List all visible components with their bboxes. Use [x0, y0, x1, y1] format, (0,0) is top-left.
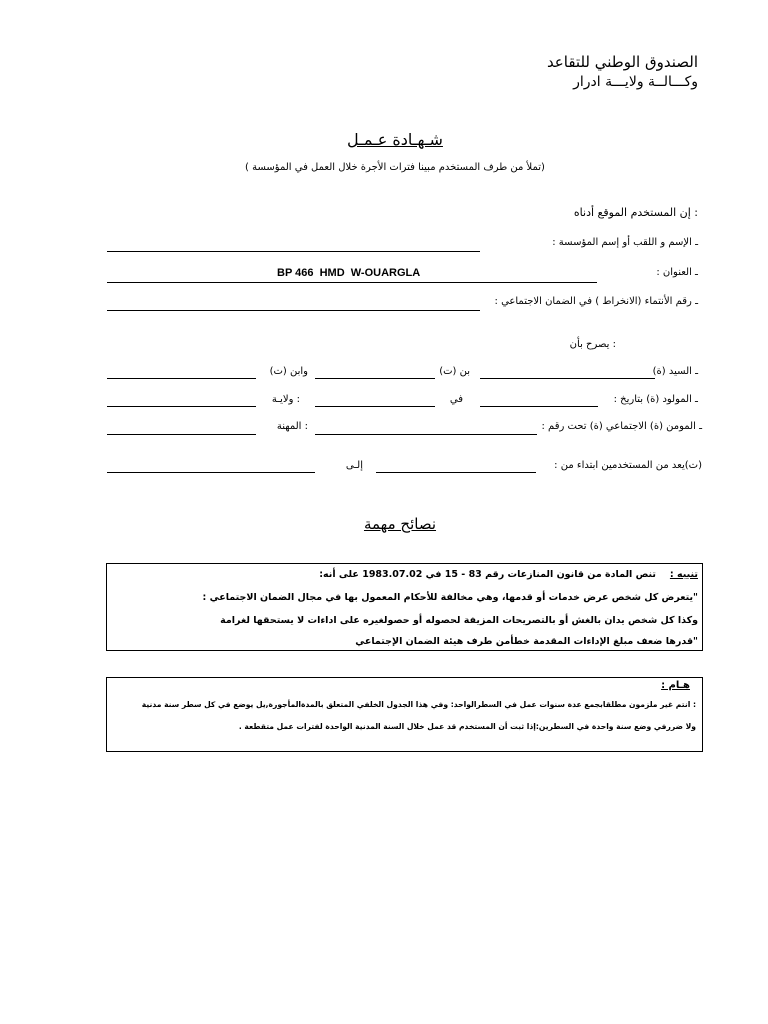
- born-date-field[interactable]: [480, 406, 598, 407]
- intro-text: : إن المستخدم الموقع أدناه: [573, 206, 698, 219]
- employed-to-field[interactable]: [107, 472, 315, 473]
- and-son-field[interactable]: [107, 378, 256, 379]
- employed-from-field[interactable]: [376, 472, 536, 473]
- insured-number-field[interactable]: [315, 434, 537, 435]
- insured-label: ـ المومن (ة) الاجتماعي (ة) تحت رقم :: [541, 421, 702, 432]
- agency-name: وكـــالــة ولايـــة ادرار: [573, 74, 698, 90]
- important-line-1: : انتم غير ملزمون مطلقابجمع عدة سنوات عمل في السطرالواحد: وفي هذا الجدول الخلفي المتعلق بالمدةالمأجورة,يل يوضع في كل سطر سنة مدنية: [141, 700, 696, 709]
- warning-line-4: "قدرها ضعف مبلغ الإداءات المقدمة خطأمن طرف هيئة الضمان الإجتماعي: [355, 636, 698, 647]
- wilaya-field[interactable]: [107, 406, 256, 407]
- name-label: ـ الإسم و اللقب أو إسم المؤسسة :: [552, 237, 698, 248]
- important-tag: هـام :: [661, 680, 690, 691]
- son-of-label: بن (ت): [439, 366, 470, 377]
- social-security-field[interactable]: [107, 310, 480, 311]
- address-label: ـ العنوان :: [656, 267, 698, 278]
- warning-line-3: وكذا كل شخص يدان بالغش أو بالتصريحات المزيفة لحصوله أو حصولغيره على اداءات لا يستحقها لغرامة: [220, 615, 698, 626]
- declares-label: : يصرح بأن: [569, 339, 616, 350]
- warning-tag: تنبيه :: [669, 569, 698, 580]
- profession-field[interactable]: [107, 434, 256, 435]
- advice-title: [0, 515, 768, 533]
- profession-label: : المهنة: [276, 421, 308, 432]
- org-name: الصندوق الوطني للتقاعد: [546, 53, 698, 71]
- address-value: BP 466 HMD W-OUARGLA: [277, 267, 421, 279]
- social-security-label: ـ رقم الأنتماء (الانخراط ) في الضمان الاجتماعي :: [494, 296, 698, 307]
- document-title-text: شـهـادة عـمـل: [347, 130, 443, 149]
- advice-title-text: نصائح مهمة: [363, 515, 437, 533]
- address-field[interactable]: [107, 282, 597, 283]
- birthplace-field[interactable]: [315, 406, 435, 407]
- wilaya-label: : ولايـة: [271, 394, 300, 405]
- important-box: [106, 677, 703, 752]
- document-subtitle: (تملأ من طرف المستخدم مبينا فترات الأجرة خلال العمل في المؤسسة ): [245, 162, 545, 173]
- son-of-field[interactable]: [315, 378, 435, 379]
- to-label: إلـى: [345, 460, 363, 471]
- important-line-2: ولا ضررفي وضع سنة واحدة في السطرين:إذا ثبت أن المستخدم قد عمل خلال السنة المدنية الواحدة لفترات عمل متقطعة .: [238, 722, 696, 731]
- warning-line-1: تنص المادة من قانون المنازعات رقم 83 - 15 في 1983.07.02 على أنه:: [319, 569, 656, 580]
- employed-label: (ت)يعد من المستخدمين ابتداء من :: [554, 460, 702, 471]
- mr-field[interactable]: [480, 378, 655, 379]
- in-label: في: [449, 394, 463, 405]
- mr-label: ـ السيد (ة): [652, 366, 698, 377]
- document-title: [0, 130, 768, 149]
- name-field[interactable]: [107, 251, 480, 252]
- warning-line-2: "يتعرض كل شخص عرض خدمات أو قدمها، وهي مخالفة للأحكام المعمول بها في مجال الضمان الاجتماعي :: [202, 592, 698, 603]
- born-label: ـ المولود (ة) بتاريخ :: [613, 394, 698, 405]
- and-son-label: وابن (ت): [269, 366, 308, 377]
